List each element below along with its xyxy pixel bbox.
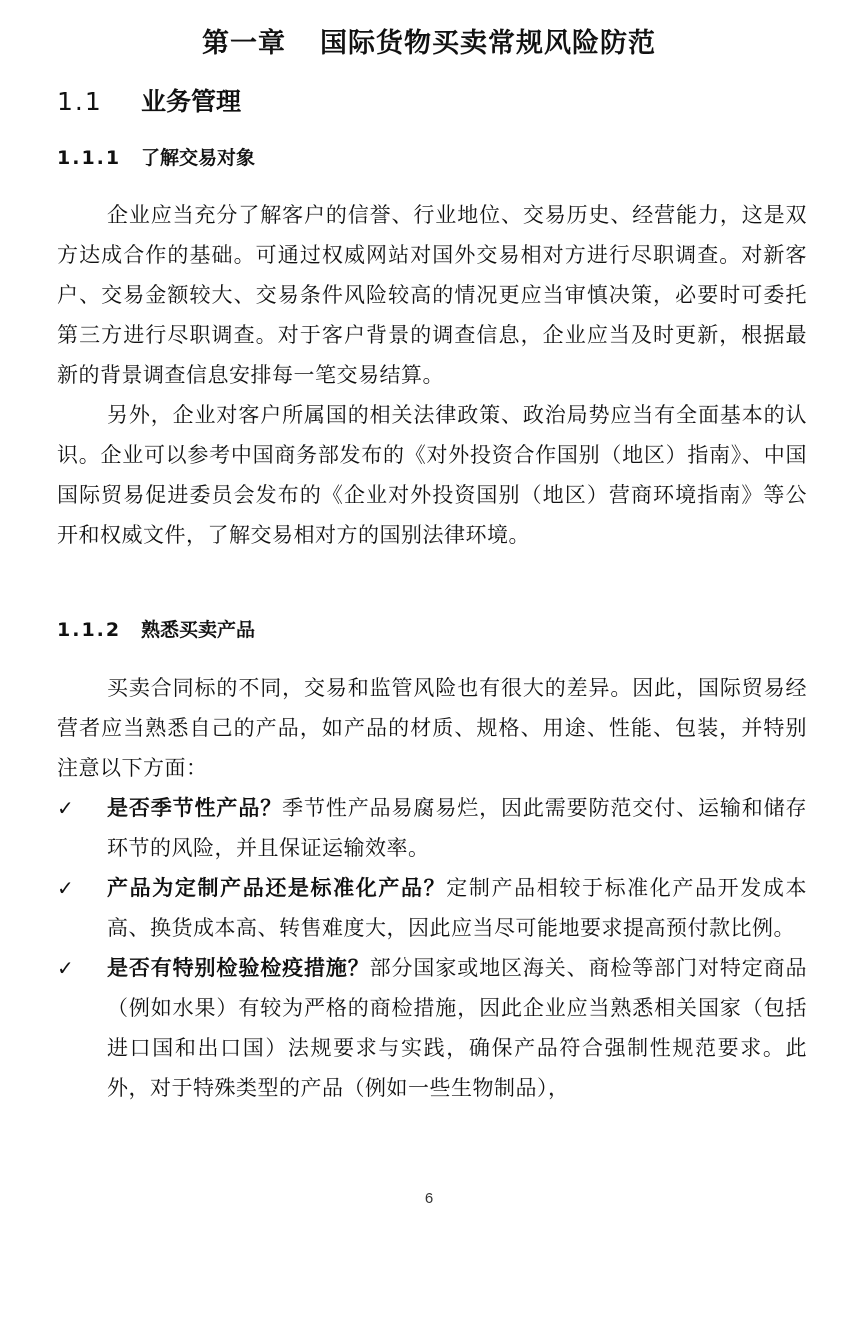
paragraph: 买卖合同标的不同，交易和监管风险也有很大的差异。因此，国际贸易经营者应当熟悉自己的产品，如产品的材质、规格、用途、性能、包装，并特别注意以下方面： xyxy=(57,676,807,780)
item-question: 产品为定制产品还是标准化产品？ xyxy=(107,876,447,900)
checklist-item xyxy=(57,868,807,948)
item-text: 季节性产品易腐易烂，因此需要防范交付、运输和储存环节的风险，并且保证运输效率。 xyxy=(107,796,808,860)
page-number: 6 xyxy=(424,1190,434,1207)
chapter-name: 国际货物买卖常规风险防范 xyxy=(320,28,656,59)
checkmark-icon: ✓ xyxy=(57,876,75,900)
checklist xyxy=(57,788,807,1108)
subsection-heading-1 xyxy=(57,143,255,173)
section-title: 业务管理 xyxy=(141,87,242,116)
paragraph: 另外，企业对客户所属国的相关法律政策、政治局势应当有全面基本的认识。企业可以参考中国商务部发布的《对外投资合作国别（地区）指南》、中国国际贸易促进委员会发布的《企业对外投资国别（地区）营商环境指南》等公开和权威文件，了解交易相对方的国别法律环境。 xyxy=(57,403,807,547)
item-question: 是否有特别检验检疫措施？ xyxy=(107,956,370,980)
checkmark-icon: ✓ xyxy=(57,796,75,820)
checklist-item xyxy=(57,948,807,1108)
item-text: 定制产品相较于标准化产品开发成本高、换货成本高、转售难度大，因此应当尽可能地要求提高预付款比例。 xyxy=(107,876,807,940)
item-question: 是否季节性产品？ xyxy=(107,796,283,820)
subsection-number: 1.1.2 xyxy=(57,619,122,641)
subsection-number: 1.1.1 xyxy=(57,147,122,169)
chapter-number: 第一章 xyxy=(202,28,286,59)
checkmark-icon: ✓ xyxy=(57,956,75,980)
paragraph: 企业应当充分了解客户的信誉、行业地位、交易历史、经营能力，这是双方达成合作的基础。可通过权威网站对国外交易相对方进行尽职调查。对新客户、交易金额较大、交易条件风险较高的情况更应当审慎决策，必要时可委托第三方进行尽职调查。对于客户背景的调查信息，企业应当及时更新，根据最新的背景调查信息安排每一笔交易结算。 xyxy=(57,203,807,387)
subsection-title: 熟悉买卖产品 xyxy=(141,619,256,641)
item-text: 部分国家或地区海关、商检等部门对特定商品（例如水果）有较为严格的商检措施，因此企业应当熟悉相关国家（包括进口国和出口国）法规要求与实践，确保产品符合强制性规范要求。此外，对于特殊类型的产品（例如一些生物制品）， xyxy=(107,956,808,1100)
chapter-title xyxy=(0,24,858,64)
subsection-heading-2 xyxy=(57,615,255,645)
checklist-item xyxy=(57,788,807,868)
section-number: 1.1 xyxy=(57,87,103,116)
section-heading xyxy=(57,84,241,120)
subsection-title: 了解交易对象 xyxy=(141,147,256,169)
